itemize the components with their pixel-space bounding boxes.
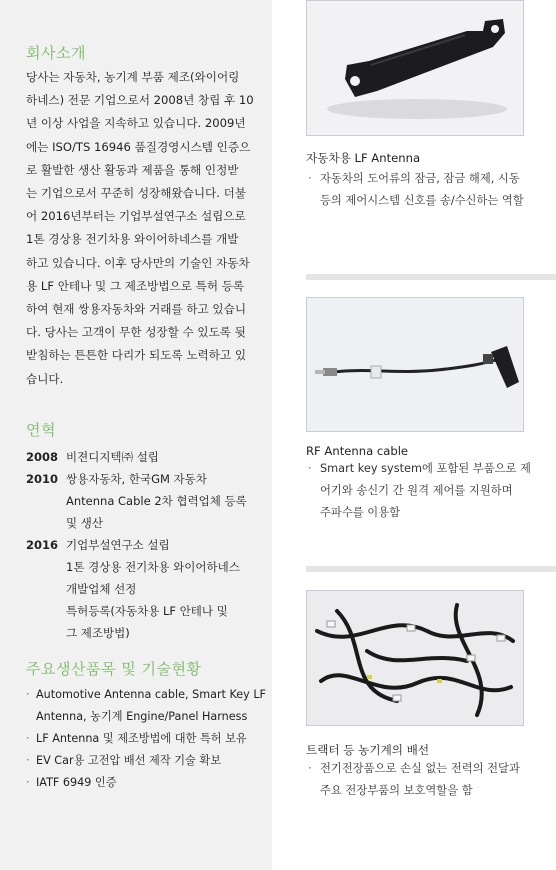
- intro-line: 1톤 경상용 전기차용 와이어하네스를 개발: [26, 232, 239, 247]
- history-entry: [26, 468, 266, 534]
- product-item: [26, 772, 266, 794]
- desc-line: 등의 제어시스템 신호를 송/수신하는 역할: [320, 194, 524, 207]
- intro-line: 에는 ISO/TS 16946 품질경영시스템 인증으: [26, 139, 251, 154]
- history-line: 기업부설연구소 설립: [66, 538, 170, 552]
- product-line: EV Car용 고전압 배선 제작 기술 확보: [36, 754, 222, 767]
- intro-line: 하여 현재 쌍용자동차와 거래를 하고 있습니: [26, 302, 247, 317]
- rf-cable-photo: [306, 297, 524, 432]
- intro-line: 습니다.: [26, 371, 64, 386]
- desc-line: 주요 전장부품의 보호역할을 함: [320, 784, 473, 797]
- section-divider: [306, 566, 556, 572]
- lf-antenna-desc: [306, 168, 546, 212]
- history-entry: [26, 534, 266, 644]
- intro-line: 년 이상 사업을 지속하고 있습니다. 2009년: [26, 116, 246, 131]
- harness-image: [307, 591, 523, 725]
- intro-line: 다. 당사는 고객이 무한 성장할 수 있도록 뒷: [26, 325, 246, 340]
- product-line: Automotive Antenna cable, Smart Key LF: [36, 688, 266, 701]
- desc-line: 어기와 송신기 간 원격 제어를 지원하며: [320, 484, 513, 497]
- lf-antenna-title: 자동차용 LF Antenna: [306, 151, 421, 165]
- bullet-icon: ·: [308, 172, 312, 185]
- bullet-icon: ·: [26, 688, 30, 701]
- company-intro-heading: 회사소개: [26, 44, 86, 62]
- desc-line: · 자동차의 도어류의 잠금, 잠금 해제, 시동: [306, 168, 546, 190]
- history-year: 2010: [26, 472, 59, 486]
- harness-desc: [306, 758, 546, 802]
- rf-cable-desc: [306, 458, 546, 524]
- intro-line: 용 LF 안테나 및 그 제조방법으로 특허 등록: [26, 278, 245, 293]
- intro-line: 하네스) 전문 기업으로서 2008년 창립 후 10: [26, 93, 254, 108]
- history-list: [26, 446, 266, 644]
- history-line: 비젼디지텍㈜ 설립: [66, 450, 159, 464]
- product-line: IATF 6949 인증: [36, 776, 117, 789]
- history-line: 특허등록(자동차용 LF 안테나 및: [66, 604, 228, 618]
- bullet-icon: ·: [308, 762, 312, 775]
- bullet-icon: ·: [26, 754, 30, 767]
- history-line: 개발업체 선정: [66, 582, 137, 596]
- section-divider: [306, 274, 556, 280]
- products-list: [26, 684, 266, 794]
- lf-antenna-photo: [306, 0, 524, 136]
- products-heading: 주요생산품목 및 기술현황: [26, 660, 202, 678]
- product-item: [26, 684, 266, 728]
- rf-cable-title: RF Antenna cable: [306, 444, 409, 458]
- product-line: LF Antenna 및 제조방법에 대한 특허 보유: [36, 732, 247, 745]
- history-heading: 연혁: [26, 421, 56, 439]
- history-line: 그 제조방법): [66, 626, 130, 640]
- rf-cable-image: [307, 298, 523, 431]
- company-info-panel: [0, 0, 272, 870]
- intro-line: 당사는 자동차, 농기계 부품 제조(와이어링: [26, 70, 240, 84]
- lf-antenna-image: [307, 1, 523, 135]
- history-line: 1톤 경상용 전기차용 와이어하네스: [66, 560, 240, 574]
- product-showcase: [272, 0, 556, 870]
- desc-line: · Smart key system에 포함된 부품으로 제: [306, 458, 546, 480]
- history-year: 2016: [26, 538, 59, 552]
- product-item: [26, 728, 266, 750]
- history-line: Antenna Cable 2차 협력업체 등록: [66, 494, 247, 508]
- history-year: 2008: [26, 450, 59, 464]
- desc-line: 주파수를 이용함: [320, 506, 400, 519]
- intro-line: 로 활발한 생산 활동과 제품을 통해 인정받: [26, 162, 239, 177]
- harness-photo: [306, 590, 524, 726]
- bullet-icon: ·: [308, 462, 312, 475]
- product-line: Antenna, 농기계 Engine/Panel Harness: [36, 710, 248, 723]
- history-line: 및 생산: [66, 516, 103, 530]
- intro-line: 하고 있습니다. 이후 당사만의 기술인 자동차: [26, 255, 250, 270]
- harness-title: 트랙터 등 농기계의 배선: [306, 743, 430, 757]
- bullet-icon: ·: [26, 776, 30, 789]
- intro-line: 받침하는 튼튼한 다리가 되도록 노력하고 있: [26, 348, 247, 363]
- company-intro-text: [26, 66, 258, 391]
- product-item: [26, 750, 266, 772]
- bullet-icon: ·: [26, 732, 30, 745]
- intro-line: 어 2016년부터는 기업부설연구소 설립으로: [26, 209, 246, 224]
- history-entry: [26, 446, 266, 468]
- history-line: 쌍용자동차, 한국GM 자동차: [66, 472, 207, 486]
- intro-line: 는 기업으로서 꾸준히 성장해왔습니다. 더불: [26, 186, 247, 201]
- desc-line: · 전기전장품으로 손실 없는 전력의 전달과: [306, 758, 546, 780]
